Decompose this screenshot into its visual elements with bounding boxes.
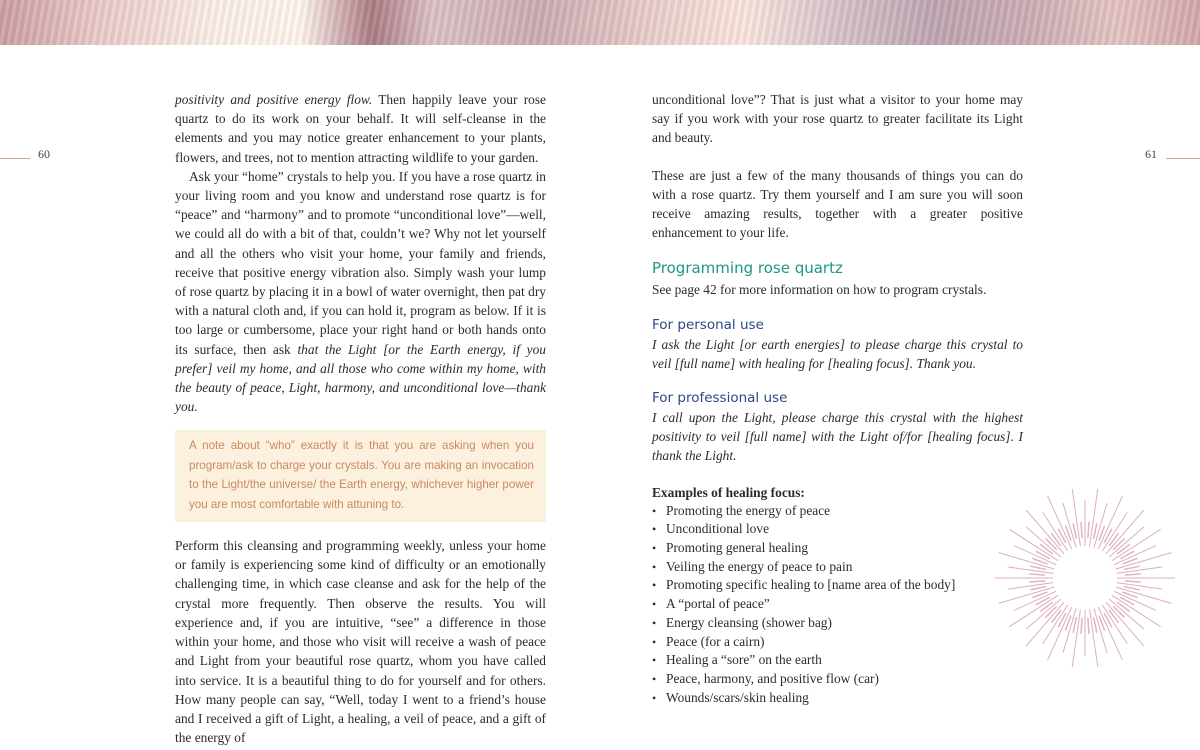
body-text: Then happily leave your rose quartz to do its work on your behalf. It will self-cleanse in the elements and you may notice greater enhancement to your plants, flowers, and trees, not to mention attracting wildlife to your garden. (175, 92, 547, 165)
list-item: • Promoting specific healing to [name area of the body] (652, 576, 1023, 595)
list-item: • Peace, harmony, and positive flow (car) (652, 670, 1023, 689)
italic-text: positivity and positive energy flow. (175, 92, 373, 107)
page-number-left: 60 (38, 147, 50, 161)
list-item: • A “portal of peace” (652, 595, 1023, 614)
italic-text: I ask the Light [or earth energies] to please charge this crystal to veil [full name] with healing for [healing focus]. Thank you. (652, 336, 1023, 371)
examples-list (652, 502, 1023, 708)
list-item: • Peace (for a cairn) (652, 633, 1023, 652)
personal-invocation (652, 335, 1023, 373)
list-item: • Promoting general healing (652, 539, 1023, 558)
examples-heading: Examples of healing focus: (652, 484, 805, 500)
paragraph: unconditional love”? That is just what a visitor to your home may say if you work with your rose quartz to greater facilitate its Light and beauty. (652, 92, 1023, 146)
italic-text: that the Light [or the Earth energy, if you prefer] veil my home, and all those who come within my home, with the beauty of peace, Light, harmony, and unconditional love—thank you. (175, 341, 546, 415)
subheading-professional: For professional use (652, 390, 788, 407)
body-text: Ask your “home” crystals to help you. If you have a rose quartz in your living room and you know and understand rose quartz is for “peace” and “harmony” and to promote “unconditional love”—well, we could all do with a bit of that, couldn’t we? Why not let yourself and all the others who visit your home, your family and friends, receive that positive energy vibration also. Simply wash your lump of rose quartz by placing it in a bowl of water overnight, then pat dry with a natural cloth and, if you can hold it, program as below. If it is too large or cumbersome, place your right hand or both hands onto its surface, then ask (175, 168, 546, 357)
note-callout: A note about “who” exactly it is that you are asking when you program/ask to charge your crystals. You are making an invocation to the Light/the universe/ the Earth energy, whichever higher power you are most comfortable with attuning to. (175, 430, 546, 522)
professional-invocation (652, 408, 1023, 466)
list-item: • Healing a “sore” on the earth (652, 651, 1023, 670)
subheading-personal: For personal use (652, 316, 764, 333)
paragraph: These are just a few of the many thousands of things you can do with a rose quartz. Try them yourself and I am sure you will soon receive amazing results, together with a greater positive enhancement to your life. (652, 167, 1023, 241)
list-item: • Promoting the energy of peace (652, 502, 1023, 521)
list-item: • Wounds/scars/skin healing (652, 689, 1023, 708)
starburst-decoration-icon (990, 478, 1180, 678)
left-page-column (175, 90, 546, 747)
section-heading: Programming rose quartz (652, 259, 843, 278)
list-item: • Energy cleansing (shower bag) (652, 614, 1023, 633)
page-number-rule-right (1166, 158, 1200, 159)
right-page-column (652, 90, 1023, 707)
paragraph (175, 167, 546, 417)
list-item: • Veiling the energy of peace to pain (652, 558, 1023, 577)
italic-text: I call upon the Light, please charge this crystal with the highest positivity to veil [full name] with the Light of/for [healing focus]. I thank the Light. (652, 410, 1023, 464)
paragraph: See page 42 for more information on how to program crystals. (652, 282, 987, 298)
page-number-rule-left (0, 158, 30, 159)
page-number-right: 61 (1145, 147, 1157, 161)
paragraph: Perform this cleansing and programming weekly, unless your home or family is experiencing some kind of difficulty or an emotionally challenging time, in which case cleanse and ask for the help of the crystal more frequently. Then observe the results. You will experience and, if you are intuitive, “see” a difference in those within your home, and those who visit will receive a wash of peace and Light from your beautiful rose quartz, whom you have called into service. It is a beautiful thing to do for yourself and for others. How many people can say, “Well, today I went to a friend’s house and I received a gift of Light, a healing, a veil of peace, and a gift of the energy of (175, 538, 546, 746)
paragraph (175, 90, 546, 167)
header-photo-banner (0, 0, 1200, 45)
list-item: • Unconditional love (652, 520, 1023, 539)
